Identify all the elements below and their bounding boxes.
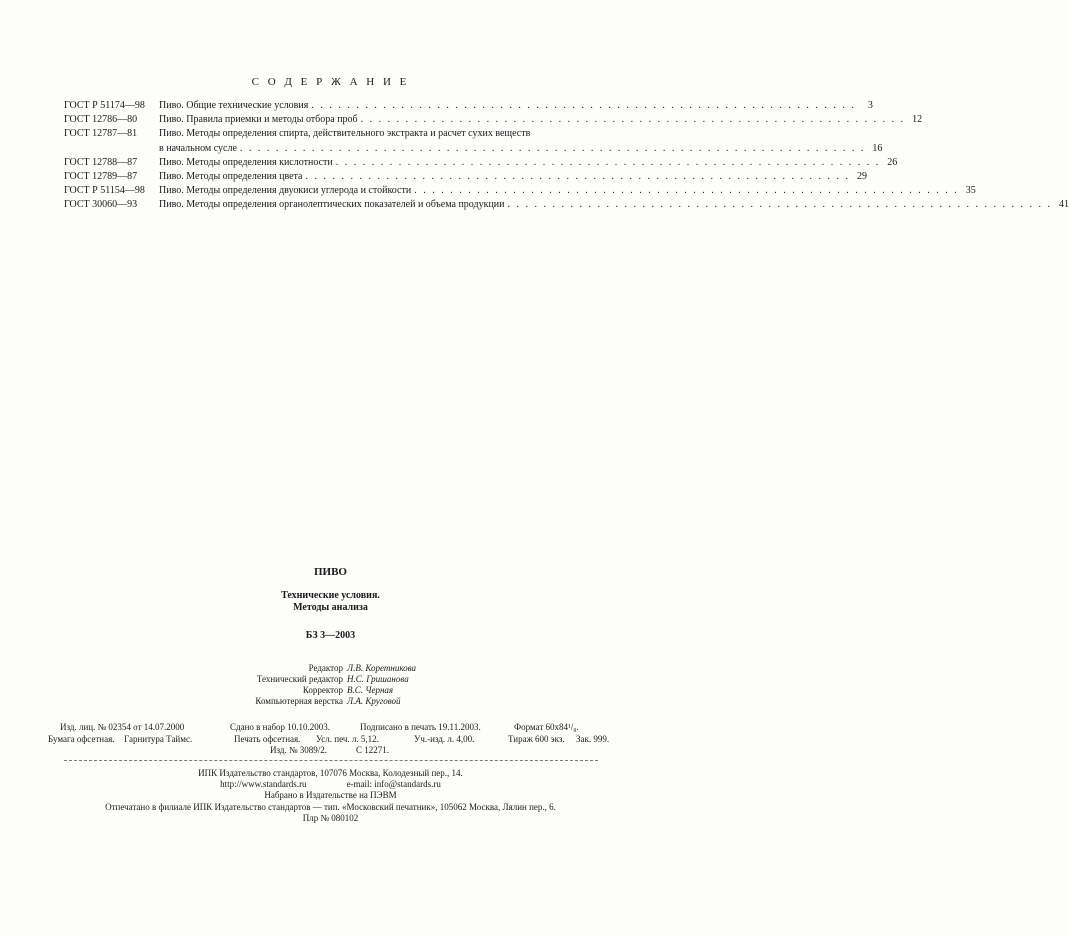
toc-page-number: 35: [965, 185, 976, 197]
toc-entry-title: Пиво. Методы определения двуокиси углерода и стойкости: [159, 185, 412, 197]
toc-entry[interactable]: [64, 99, 873, 113]
toc-standard-code: ГОСТ 12786—80: [64, 114, 138, 126]
publisher-contacts: [0, 779, 661, 790]
typeset-note: Набрано в Издательстве на ПЭВМ: [264, 790, 397, 801]
toc-standard-code: ГОСТ Р 51154—98: [64, 185, 145, 197]
imprint-row: [48, 733, 610, 746]
publishing-sheets: Уч.-изд. л. 4,00.: [414, 733, 475, 744]
toc-standard-code: ГОСТ Р 51174—98: [64, 100, 145, 111]
order-number: Зак. 999.: [576, 733, 610, 744]
toc-entry-title-continued: в начальном сусле: [159, 142, 237, 154]
toc-entry[interactable]: [64, 170, 867, 184]
issue-number: Изд. № 3089/2.: [270, 745, 328, 755]
license-text: Изд. лиц. № 02354 от 14.07.2000: [60, 722, 185, 732]
credit-role: Технический редактор: [256, 674, 343, 684]
toc-entry-title: Пиво. Методы определения органолептических показателей и объема продукции: [159, 199, 505, 211]
toc-standard-code: ГОСТ 12788—87: [64, 156, 138, 168]
toc-leader-dots: . . . . . . . . . . . . . . . . . . . . . . . . . . . . . . . . . . . . . . . . . . . . . . . . . . . . . . . . . . . . .: [507, 199, 1053, 211]
subtitle-line: Технические условия.: [281, 590, 380, 601]
c-number: С 12271.: [356, 745, 390, 755]
print-method: Печать офсетная.: [234, 733, 301, 744]
toc-standard-code: ГОСТ 12789—87: [64, 171, 138, 183]
toc-page-number: 29: [856, 171, 867, 183]
email-link[interactable]: e-mail: info@standards.ru: [346, 779, 441, 790]
credit-name: Н.С. Гришанова: [347, 674, 409, 684]
toc-leader-dots: . . . . . . . . . . . . . . . . . . . . . . . . . . . . . . . . . . . . . . . . . . . . . . . . . . . . . . . . . . . . .: [414, 185, 959, 197]
toc-page-number: 12: [912, 114, 923, 126]
subtitle-line: Методы анализа: [293, 602, 368, 613]
toc-leader-dots: . . . . . . . . . . . . . . . . . . . . . . . . . . . . . . . . . . . . . . . . . . . . . . . . . . . . . . . . . . . . .: [360, 114, 906, 126]
toc-entry[interactable]: [64, 127, 883, 155]
printed-at-note: Отпечатано в филиале ИПК Издательство стандартов — тип. «Московский печатник», 105062 Москва, Лялин пер., 6.: [105, 801, 556, 812]
page-format: Формат 60х84¹/₈.: [514, 722, 579, 732]
imprint-row: [60, 722, 600, 734]
publisher-info: [0, 768, 661, 824]
toc-entry-title: Пиво. Общие технические условия: [159, 100, 309, 111]
toc-entry[interactable]: [64, 156, 898, 170]
document-subtitle: [0, 590, 661, 614]
toc-entry[interactable]: [64, 113, 923, 127]
toc-leader-dots: . . . . . . . . . . . . . . . . . . . . . . . . . . . . . . . . . . . . . . . . . . . . . . . . . . . . . . . . . . . . . . . . . . . . . .: [239, 142, 866, 154]
table-of-contents: [64, 99, 1069, 213]
website-link[interactable]: http://www.standards.ru: [220, 779, 307, 790]
credit-name: Л.В. Коретникова: [347, 663, 417, 673]
credit-role: Редактор: [308, 663, 343, 673]
credit-name: В.С. Черная: [347, 685, 394, 695]
credit-row: [0, 685, 661, 696]
editorial-credits: [0, 663, 661, 707]
toc-standard-code: ГОСТ 30060—93: [64, 199, 138, 211]
toc-page-number: 41: [1059, 199, 1069, 211]
credit-row: [0, 674, 661, 685]
print-run: Тираж 600 экз.: [508, 733, 565, 744]
toc-entry-title: Пиво. Методы определения спирта, действительного экстракта и расчет сухих веществ: [159, 128, 531, 140]
toc-leader-dots: . . . . . . . . . . . . . . . . . . . . . . . . . . . . . . . . . . . . . . . . . . . . . . . . . . . . . . . . . . . . .: [311, 100, 856, 111]
printed-sheets: Усл. печ. л. 5,12.: [316, 733, 379, 744]
credit-name: Л.А. Круговой: [347, 696, 401, 706]
publisher-address: ИПК Издательство стандартов, 107076 Москва, Колодезный пер., 14.: [198, 768, 463, 778]
toc-entry-title: Пиво. Правила приемки и методы отбора проб: [159, 114, 358, 126]
toc-entry[interactable]: [64, 198, 1069, 212]
contents-heading: С О Д Е Р Ж А Н И Е: [251, 76, 410, 88]
toc-entry-title: Пиво. Методы определения цвета: [159, 171, 303, 183]
toc-leader-dots: . . . . . . . . . . . . . . . . . . . . . . . . . . . . . . . . . . . . . . . . . . . . . . . . . . . . . . . . . . . . .: [335, 156, 881, 168]
credit-role: Корректор: [302, 685, 343, 695]
toc-entry-title: Пиво. Методы определения кислотности: [159, 156, 333, 168]
product-title: ПИВО: [313, 566, 347, 578]
credit-row: [0, 696, 661, 707]
toc-standard-code: ГОСТ 12787—81: [64, 128, 138, 140]
paper-type: Бумага офсетная.: [48, 733, 115, 744]
toc-leader-dots: . . . . . . . . . . . . . . . . . . . . . . . . . . . . . . . . . . . . . . . . . . . . . . . . . . . . . . . . . . . . .: [305, 171, 850, 183]
print-imprint: [48, 722, 610, 757]
credit-row: [0, 663, 661, 674]
toc-page-number: 26: [887, 156, 898, 168]
signed-for-print: Подписано в печать 19.11.2003.: [360, 722, 481, 732]
toc-page-number: 3: [867, 100, 873, 111]
toc-page-number: 16: [872, 142, 883, 154]
license-plr: Плр № 080102: [302, 812, 359, 823]
dashed-divider: [64, 760, 598, 761]
credit-role: Компьютерная верстка: [255, 696, 343, 706]
sent-to-typeset: Сдано в набор 10.10.2003.: [230, 722, 331, 732]
typeface: Гарнитура Таймс.: [124, 733, 193, 744]
toc-entry[interactable]: [64, 184, 976, 198]
imprint-row: [60, 745, 600, 757]
collection-number: БЗ 3—2003: [305, 630, 356, 641]
